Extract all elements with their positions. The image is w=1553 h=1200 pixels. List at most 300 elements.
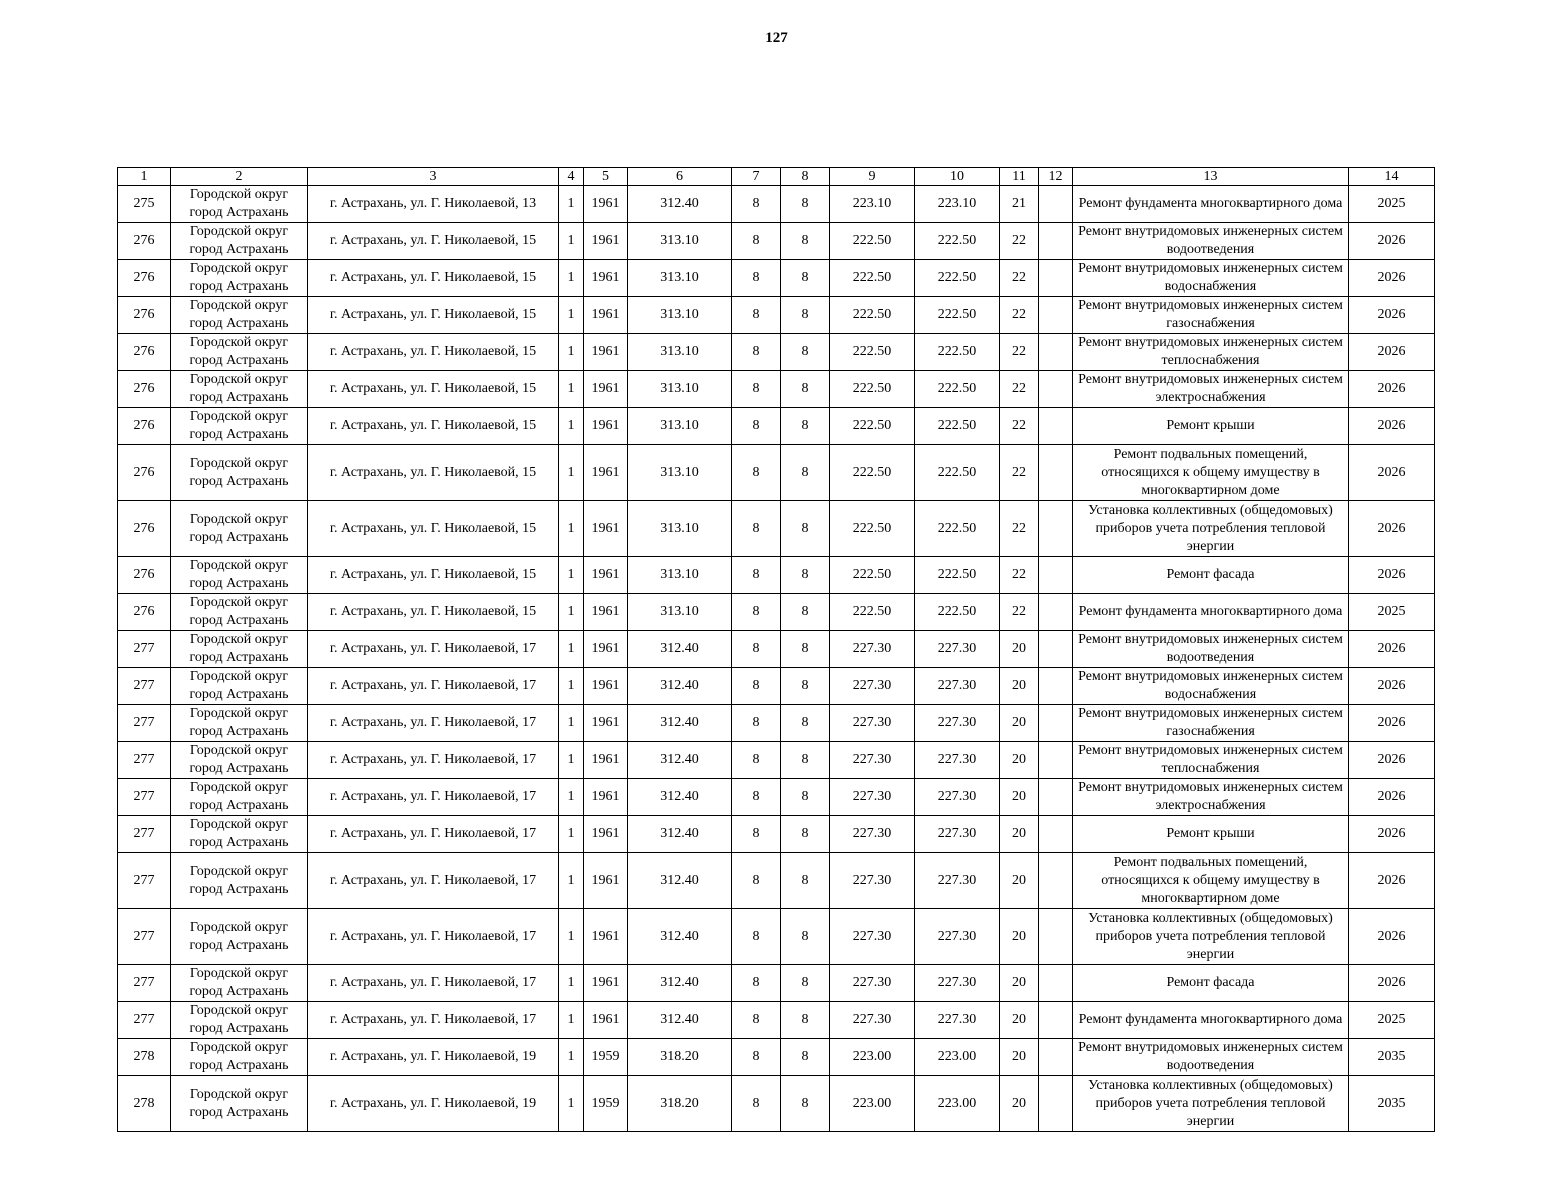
build-year-cell: 1961	[584, 1002, 628, 1039]
column-header: 5	[584, 168, 628, 186]
address-cell: г. Астрахань, ул. Г. Николаевой, 15	[308, 223, 559, 260]
col10-cell: 227.30	[915, 965, 1000, 1002]
col4-cell: 1	[559, 445, 584, 501]
col8-cell: 8	[781, 1039, 830, 1076]
column-header: 6	[628, 168, 732, 186]
col11-cell: 22	[1000, 297, 1039, 334]
address-cell: г. Астрахань, ул. Г. Николаевой, 15	[308, 445, 559, 501]
row-number-cell: 277	[118, 853, 171, 909]
col12-cell	[1039, 334, 1073, 371]
work-type-cell: Ремонт внутридомовых инженерных систем электроснабжения	[1073, 371, 1349, 408]
col11-cell: 20	[1000, 1039, 1039, 1076]
table-row	[118, 371, 1435, 408]
column-header: 11	[1000, 168, 1039, 186]
total-area-cell: 313.10	[628, 223, 732, 260]
region-cell: Городской округ город Астрахань	[171, 1076, 308, 1132]
build-year-cell: 1961	[584, 408, 628, 445]
col9-cell: 222.50	[830, 334, 915, 371]
table-row	[118, 742, 1435, 779]
col12-cell	[1039, 297, 1073, 334]
build-year-cell: 1961	[584, 742, 628, 779]
work-type-cell: Установка коллективных (общедомовых) приборов учета потребления тепловой энергии	[1073, 1076, 1349, 1132]
col9-cell: 227.30	[830, 668, 915, 705]
col10-cell: 227.30	[915, 631, 1000, 668]
address-cell: г. Астрахань, ул. Г. Николаевой, 17	[308, 779, 559, 816]
column-header: 9	[830, 168, 915, 186]
col7-cell: 8	[732, 853, 781, 909]
col8-cell: 8	[781, 186, 830, 223]
col10-cell: 222.50	[915, 297, 1000, 334]
planned-year-cell: 2026	[1349, 371, 1435, 408]
address-cell: г. Астрахань, ул. Г. Николаевой, 17	[308, 965, 559, 1002]
work-type-cell: Установка коллективных (общедомовых) приборов учета потребления тепловой энергии	[1073, 909, 1349, 965]
col8-cell: 8	[781, 223, 830, 260]
col10-cell: 222.50	[915, 445, 1000, 501]
col7-cell: 8	[732, 965, 781, 1002]
planned-year-cell: 2026	[1349, 668, 1435, 705]
col11-cell: 22	[1000, 501, 1039, 557]
total-area-cell: 312.40	[628, 1002, 732, 1039]
col4-cell: 1	[559, 816, 584, 853]
total-area-cell: 312.40	[628, 705, 732, 742]
row-number-cell: 277	[118, 965, 171, 1002]
planned-year-cell: 2026	[1349, 297, 1435, 334]
work-type-cell: Ремонт фасада	[1073, 557, 1349, 594]
build-year-cell: 1961	[584, 260, 628, 297]
col4-cell: 1	[559, 779, 584, 816]
total-area-cell: 313.10	[628, 594, 732, 631]
col12-cell	[1039, 705, 1073, 742]
col7-cell: 8	[732, 557, 781, 594]
table-row	[118, 853, 1435, 909]
table-row	[118, 223, 1435, 260]
col10-cell: 222.50	[915, 594, 1000, 631]
col9-cell: 227.30	[830, 779, 915, 816]
col12-cell	[1039, 557, 1073, 594]
work-type-cell: Установка коллективных (общедомовых) приборов учета потребления тепловой энергии	[1073, 501, 1349, 557]
address-cell: г. Астрахань, ул. Г. Николаевой, 15	[308, 334, 559, 371]
row-number-cell: 277	[118, 816, 171, 853]
row-number-cell: 277	[118, 909, 171, 965]
col4-cell: 1	[559, 742, 584, 779]
planned-year-cell: 2035	[1349, 1039, 1435, 1076]
planned-year-cell: 2026	[1349, 408, 1435, 445]
col10-cell: 227.30	[915, 1002, 1000, 1039]
column-header: 3	[308, 168, 559, 186]
row-number-cell: 276	[118, 297, 171, 334]
total-area-cell: 313.10	[628, 408, 732, 445]
column-header: 10	[915, 168, 1000, 186]
col11-cell: 20	[1000, 853, 1039, 909]
col11-cell: 22	[1000, 371, 1039, 408]
address-cell: г. Астрахань, ул. Г. Николаевой, 19	[308, 1039, 559, 1076]
planned-year-cell: 2026	[1349, 334, 1435, 371]
row-number-cell: 276	[118, 557, 171, 594]
col7-cell: 8	[732, 260, 781, 297]
work-type-cell: Ремонт внутридомовых инженерных систем водоотведения	[1073, 223, 1349, 260]
region-cell: Городской округ город Астрахань	[171, 705, 308, 742]
total-area-cell: 313.10	[628, 334, 732, 371]
region-cell: Городской округ город Астрахань	[171, 594, 308, 631]
work-type-cell: Ремонт внутридомовых инженерных систем водоснабжения	[1073, 668, 1349, 705]
col12-cell	[1039, 408, 1073, 445]
column-header: 2	[171, 168, 308, 186]
col9-cell: 222.50	[830, 557, 915, 594]
col8-cell: 8	[781, 668, 830, 705]
table-row	[118, 668, 1435, 705]
col9-cell: 222.50	[830, 371, 915, 408]
col11-cell: 22	[1000, 223, 1039, 260]
col4-cell: 1	[559, 1002, 584, 1039]
col8-cell: 8	[781, 557, 830, 594]
col10-cell: 227.30	[915, 705, 1000, 742]
col11-cell: 22	[1000, 557, 1039, 594]
col7-cell: 8	[732, 705, 781, 742]
row-number-cell: 276	[118, 334, 171, 371]
build-year-cell: 1961	[584, 186, 628, 223]
col10-cell: 227.30	[915, 668, 1000, 705]
col11-cell: 20	[1000, 1076, 1039, 1132]
address-cell: г. Астрахань, ул. Г. Николаевой, 15	[308, 594, 559, 631]
build-year-cell: 1961	[584, 594, 628, 631]
planned-year-cell: 2025	[1349, 594, 1435, 631]
region-cell: Городской округ город Астрахань	[171, 408, 308, 445]
col8-cell: 8	[781, 705, 830, 742]
build-year-cell: 1961	[584, 631, 628, 668]
col9-cell: 222.50	[830, 297, 915, 334]
col7-cell: 8	[732, 445, 781, 501]
col12-cell	[1039, 1039, 1073, 1076]
region-cell: Городской округ город Астрахань	[171, 371, 308, 408]
col11-cell: 20	[1000, 631, 1039, 668]
col12-cell	[1039, 1002, 1073, 1039]
total-area-cell: 312.40	[628, 668, 732, 705]
col9-cell: 227.30	[830, 965, 915, 1002]
col7-cell: 8	[732, 408, 781, 445]
column-header: 7	[732, 168, 781, 186]
table-row	[118, 909, 1435, 965]
col4-cell: 1	[559, 260, 584, 297]
total-area-cell: 312.40	[628, 816, 732, 853]
work-type-cell: Ремонт внутридомовых инженерных систем газоснабжения	[1073, 297, 1349, 334]
table-row	[118, 965, 1435, 1002]
table-row	[118, 445, 1435, 501]
table-row	[118, 1002, 1435, 1039]
build-year-cell: 1961	[584, 223, 628, 260]
column-header: 8	[781, 168, 830, 186]
col7-cell: 8	[732, 297, 781, 334]
table-row	[118, 1076, 1435, 1132]
col12-cell	[1039, 816, 1073, 853]
address-cell: г. Астрахань, ул. Г. Николаевой, 17	[308, 631, 559, 668]
region-cell: Городской округ город Астрахань	[171, 445, 308, 501]
col8-cell: 8	[781, 408, 830, 445]
col9-cell: 227.30	[830, 705, 915, 742]
build-year-cell: 1961	[584, 909, 628, 965]
region-cell: Городской округ город Астрахань	[171, 1039, 308, 1076]
build-year-cell: 1961	[584, 705, 628, 742]
col11-cell: 20	[1000, 779, 1039, 816]
table-row	[118, 631, 1435, 668]
col11-cell: 22	[1000, 408, 1039, 445]
planned-year-cell: 2026	[1349, 705, 1435, 742]
table-row	[118, 408, 1435, 445]
col8-cell: 8	[781, 260, 830, 297]
col10-cell: 222.50	[915, 557, 1000, 594]
col4-cell: 1	[559, 371, 584, 408]
col11-cell: 20	[1000, 909, 1039, 965]
col9-cell: 222.50	[830, 223, 915, 260]
table-row	[118, 260, 1435, 297]
work-type-cell: Ремонт внутридомовых инженерных систем водоснабжения	[1073, 260, 1349, 297]
row-number-cell: 276	[118, 501, 171, 557]
col12-cell	[1039, 631, 1073, 668]
col11-cell: 20	[1000, 668, 1039, 705]
col7-cell: 8	[732, 501, 781, 557]
col4-cell: 1	[559, 1039, 584, 1076]
work-type-cell: Ремонт внутридомовых инженерных систем газоснабжения	[1073, 705, 1349, 742]
column-header: 1	[118, 168, 171, 186]
work-type-cell: Ремонт фундамента многоквартирного дома	[1073, 594, 1349, 631]
build-year-cell: 1959	[584, 1076, 628, 1132]
planned-year-cell: 2026	[1349, 909, 1435, 965]
col10-cell: 222.50	[915, 223, 1000, 260]
col12-cell	[1039, 594, 1073, 631]
col12-cell	[1039, 1076, 1073, 1132]
column-header: 13	[1073, 168, 1349, 186]
column-header: 12	[1039, 168, 1073, 186]
planned-year-cell: 2025	[1349, 1002, 1435, 1039]
region-cell: Городской округ город Астрахань	[171, 297, 308, 334]
col12-cell	[1039, 965, 1073, 1002]
address-cell: г. Астрахань, ул. Г. Николаевой, 17	[308, 742, 559, 779]
col9-cell: 223.00	[830, 1039, 915, 1076]
col9-cell: 222.50	[830, 445, 915, 501]
table-row	[118, 1039, 1435, 1076]
planned-year-cell: 2026	[1349, 445, 1435, 501]
col12-cell	[1039, 668, 1073, 705]
col4-cell: 1	[559, 668, 584, 705]
col11-cell: 22	[1000, 594, 1039, 631]
col7-cell: 8	[732, 909, 781, 965]
row-number-cell: 276	[118, 594, 171, 631]
row-number-cell: 277	[118, 705, 171, 742]
col10-cell: 227.30	[915, 909, 1000, 965]
region-cell: Городской округ город Астрахань	[171, 816, 308, 853]
col9-cell: 227.30	[830, 853, 915, 909]
col10-cell: 222.50	[915, 371, 1000, 408]
col10-cell: 223.10	[915, 186, 1000, 223]
col4-cell: 1	[559, 853, 584, 909]
col8-cell: 8	[781, 631, 830, 668]
col4-cell: 1	[559, 1076, 584, 1132]
table-row	[118, 297, 1435, 334]
work-type-cell: Ремонт внутридомовых инженерных систем водоотведения	[1073, 1039, 1349, 1076]
col12-cell	[1039, 501, 1073, 557]
total-area-cell: 313.10	[628, 445, 732, 501]
col4-cell: 1	[559, 223, 584, 260]
total-area-cell: 313.10	[628, 371, 732, 408]
col7-cell: 8	[732, 668, 781, 705]
table-row	[118, 557, 1435, 594]
table-row	[118, 501, 1435, 557]
col8-cell: 8	[781, 334, 830, 371]
col4-cell: 1	[559, 501, 584, 557]
work-type-cell: Ремонт фундамента многоквартирного дома	[1073, 186, 1349, 223]
total-area-cell: 313.10	[628, 297, 732, 334]
build-year-cell: 1959	[584, 1039, 628, 1076]
planned-year-cell: 2026	[1349, 223, 1435, 260]
col10-cell: 223.00	[915, 1039, 1000, 1076]
col4-cell: 1	[559, 297, 584, 334]
planned-year-cell: 2026	[1349, 965, 1435, 1002]
row-number-cell: 278	[118, 1039, 171, 1076]
planned-year-cell: 2026	[1349, 631, 1435, 668]
col11-cell: 21	[1000, 186, 1039, 223]
col11-cell: 20	[1000, 816, 1039, 853]
work-type-cell: Ремонт внутридомовых инженерных систем водоотведения	[1073, 631, 1349, 668]
total-area-cell: 318.20	[628, 1076, 732, 1132]
table-row	[118, 334, 1435, 371]
build-year-cell: 1961	[584, 371, 628, 408]
col11-cell: 20	[1000, 965, 1039, 1002]
build-year-cell: 1961	[584, 445, 628, 501]
row-number-cell: 278	[118, 1076, 171, 1132]
total-area-cell: 313.10	[628, 557, 732, 594]
col11-cell: 22	[1000, 445, 1039, 501]
address-cell: г. Астрахань, ул. Г. Николаевой, 15	[308, 408, 559, 445]
region-cell: Городской округ город Астрахань	[171, 853, 308, 909]
address-cell: г. Астрахань, ул. Г. Николаевой, 15	[308, 260, 559, 297]
col10-cell: 227.30	[915, 853, 1000, 909]
work-type-cell: Ремонт подвальных помещений, относящихся к общему имуществу в многоквартирном доме	[1073, 853, 1349, 909]
work-type-cell: Ремонт подвальных помещений, относящихся к общему имуществу в многоквартирном доме	[1073, 445, 1349, 501]
col12-cell	[1039, 371, 1073, 408]
col8-cell: 8	[781, 853, 830, 909]
col8-cell: 8	[781, 816, 830, 853]
col9-cell: 227.30	[830, 1002, 915, 1039]
region-cell: Городской округ город Астрахань	[171, 186, 308, 223]
region-cell: Городской округ город Астрахань	[171, 501, 308, 557]
col4-cell: 1	[559, 909, 584, 965]
row-number-cell: 276	[118, 371, 171, 408]
table-row	[118, 594, 1435, 631]
row-number-cell: 276	[118, 223, 171, 260]
col9-cell: 227.30	[830, 816, 915, 853]
col7-cell: 8	[732, 1002, 781, 1039]
col9-cell: 223.10	[830, 186, 915, 223]
col12-cell	[1039, 445, 1073, 501]
col9-cell: 222.50	[830, 260, 915, 297]
col8-cell: 8	[781, 501, 830, 557]
col8-cell: 8	[781, 742, 830, 779]
col9-cell: 227.30	[830, 631, 915, 668]
col7-cell: 8	[732, 186, 781, 223]
col11-cell: 20	[1000, 742, 1039, 779]
col10-cell: 222.50	[915, 408, 1000, 445]
work-type-cell: Ремонт фасада	[1073, 965, 1349, 1002]
work-type-cell: Ремонт внутридомовых инженерных систем теплоснабжения	[1073, 334, 1349, 371]
col7-cell: 8	[732, 631, 781, 668]
total-area-cell: 313.10	[628, 260, 732, 297]
col8-cell: 8	[781, 594, 830, 631]
planned-year-cell: 2026	[1349, 260, 1435, 297]
col10-cell: 223.00	[915, 1076, 1000, 1132]
col4-cell: 1	[559, 186, 584, 223]
region-cell: Городской округ город Астрахань	[171, 631, 308, 668]
build-year-cell: 1961	[584, 297, 628, 334]
column-header: 4	[559, 168, 584, 186]
row-number-cell: 276	[118, 408, 171, 445]
row-number-cell: 276	[118, 445, 171, 501]
build-year-cell: 1961	[584, 557, 628, 594]
col8-cell: 8	[781, 445, 830, 501]
col11-cell: 22	[1000, 334, 1039, 371]
address-cell: г. Астрахань, ул. Г. Николаевой, 17	[308, 1002, 559, 1039]
col12-cell	[1039, 909, 1073, 965]
col10-cell: 222.50	[915, 260, 1000, 297]
col4-cell: 1	[559, 408, 584, 445]
planned-year-cell: 2026	[1349, 853, 1435, 909]
col9-cell: 222.50	[830, 408, 915, 445]
col9-cell: 227.30	[830, 742, 915, 779]
col9-cell: 222.50	[830, 594, 915, 631]
col7-cell: 8	[732, 371, 781, 408]
work-type-cell: Ремонт внутридомовых инженерных систем электроснабжения	[1073, 779, 1349, 816]
col12-cell	[1039, 853, 1073, 909]
col8-cell: 8	[781, 965, 830, 1002]
col7-cell: 8	[732, 779, 781, 816]
column-header: 14	[1349, 168, 1435, 186]
col7-cell: 8	[732, 1039, 781, 1076]
col11-cell: 20	[1000, 705, 1039, 742]
planned-year-cell: 2026	[1349, 742, 1435, 779]
col9-cell: 222.50	[830, 501, 915, 557]
build-year-cell: 1961	[584, 334, 628, 371]
table-row	[118, 816, 1435, 853]
row-number-cell: 277	[118, 668, 171, 705]
address-cell: г. Астрахань, ул. Г. Николаевой, 15	[308, 557, 559, 594]
row-number-cell: 275	[118, 186, 171, 223]
work-type-cell: Ремонт фундамента многоквартирного дома	[1073, 1002, 1349, 1039]
planned-year-cell: 2025	[1349, 186, 1435, 223]
total-area-cell: 313.10	[628, 501, 732, 557]
col8-cell: 8	[781, 909, 830, 965]
col10-cell: 227.30	[915, 816, 1000, 853]
table-body	[118, 186, 1435, 1132]
planned-year-cell: 2026	[1349, 779, 1435, 816]
col4-cell: 1	[559, 594, 584, 631]
col12-cell	[1039, 260, 1073, 297]
region-cell: Городской округ город Астрахань	[171, 260, 308, 297]
repair-program-table	[117, 167, 1435, 1132]
planned-year-cell: 2035	[1349, 1076, 1435, 1132]
row-number-cell: 277	[118, 742, 171, 779]
col4-cell: 1	[559, 631, 584, 668]
row-number-cell: 277	[118, 631, 171, 668]
col4-cell: 1	[559, 334, 584, 371]
region-cell: Городской округ город Астрахань	[171, 779, 308, 816]
col8-cell: 8	[781, 371, 830, 408]
page-number: 127	[765, 30, 788, 46]
col8-cell: 8	[781, 297, 830, 334]
col10-cell: 222.50	[915, 501, 1000, 557]
table-row	[118, 705, 1435, 742]
table-row	[118, 186, 1435, 223]
col8-cell: 8	[781, 1076, 830, 1132]
build-year-cell: 1961	[584, 668, 628, 705]
col11-cell: 20	[1000, 1002, 1039, 1039]
